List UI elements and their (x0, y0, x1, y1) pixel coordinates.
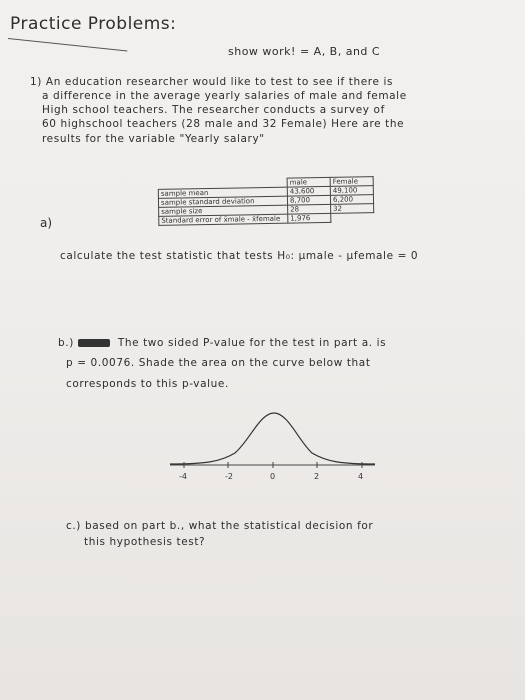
part-b-line-3: corresponds to this p-value. (66, 378, 229, 390)
cell-female (331, 213, 374, 223)
problem-line-2: a difference in the average yearly salaries of male and female (42, 90, 407, 102)
tick-label: 0 (270, 472, 276, 481)
part-c-line-1: c.) based on part b., what the statistical decision for (66, 520, 374, 532)
row-label: sample mean (158, 187, 287, 198)
problem-line-3: High school teachers. The researcher conducts a survey of (42, 104, 385, 116)
density-curve (170, 413, 375, 464)
part-b-line-2: p = 0.0076. Shade the area on the curve below that (66, 357, 371, 369)
page-title: Practice Problems: (10, 14, 177, 34)
problem-line-5: results for the variable "Yearly salary" (42, 133, 265, 145)
table-header-female: Female (330, 177, 373, 187)
part-b-text-1: The two sided P-value for the test in part a. is (117, 337, 387, 349)
cell-male: 28 (288, 204, 331, 214)
row-label: sample size (159, 205, 288, 216)
tick-label: 4 (358, 472, 364, 481)
tick-label: -2 (225, 472, 233, 481)
row-label: sample standard deviation (158, 196, 287, 207)
part-a-label: a) (40, 216, 53, 230)
tick-label: 2 (314, 472, 320, 481)
row-label: Standard error of x̄male - x̄female (159, 214, 288, 225)
table-header-male: male (287, 177, 330, 187)
scribble-mark (78, 339, 110, 347)
part-b-line-1 (58, 337, 386, 349)
show-work-note: show work! = A, B, and C (228, 45, 381, 58)
cell-female: 32 (331, 204, 374, 214)
part-a-text: calculate the test statistic that tests H₀: μmale - μfemale = 0 (60, 250, 419, 262)
cell-male: 8,700 (287, 195, 330, 205)
statistics-table (158, 176, 375, 226)
part-b-label: b.) (58, 337, 74, 349)
cell-female: 49,100 (330, 186, 373, 196)
cell-male: 1,976 (288, 213, 331, 223)
tick-label: -4 (179, 472, 187, 481)
problem-line-1: 1) An education researcher would like to test to see if there is (30, 76, 394, 88)
part-c-line-2: this hypothesis test? (84, 536, 206, 548)
cell-female: 6,200 (330, 195, 373, 205)
cell-male: 43,600 (287, 186, 330, 196)
problem-line-4: 60 highschool teachers (28 male and 32 Female) Here are the (42, 118, 405, 130)
title-underline (8, 38, 127, 52)
